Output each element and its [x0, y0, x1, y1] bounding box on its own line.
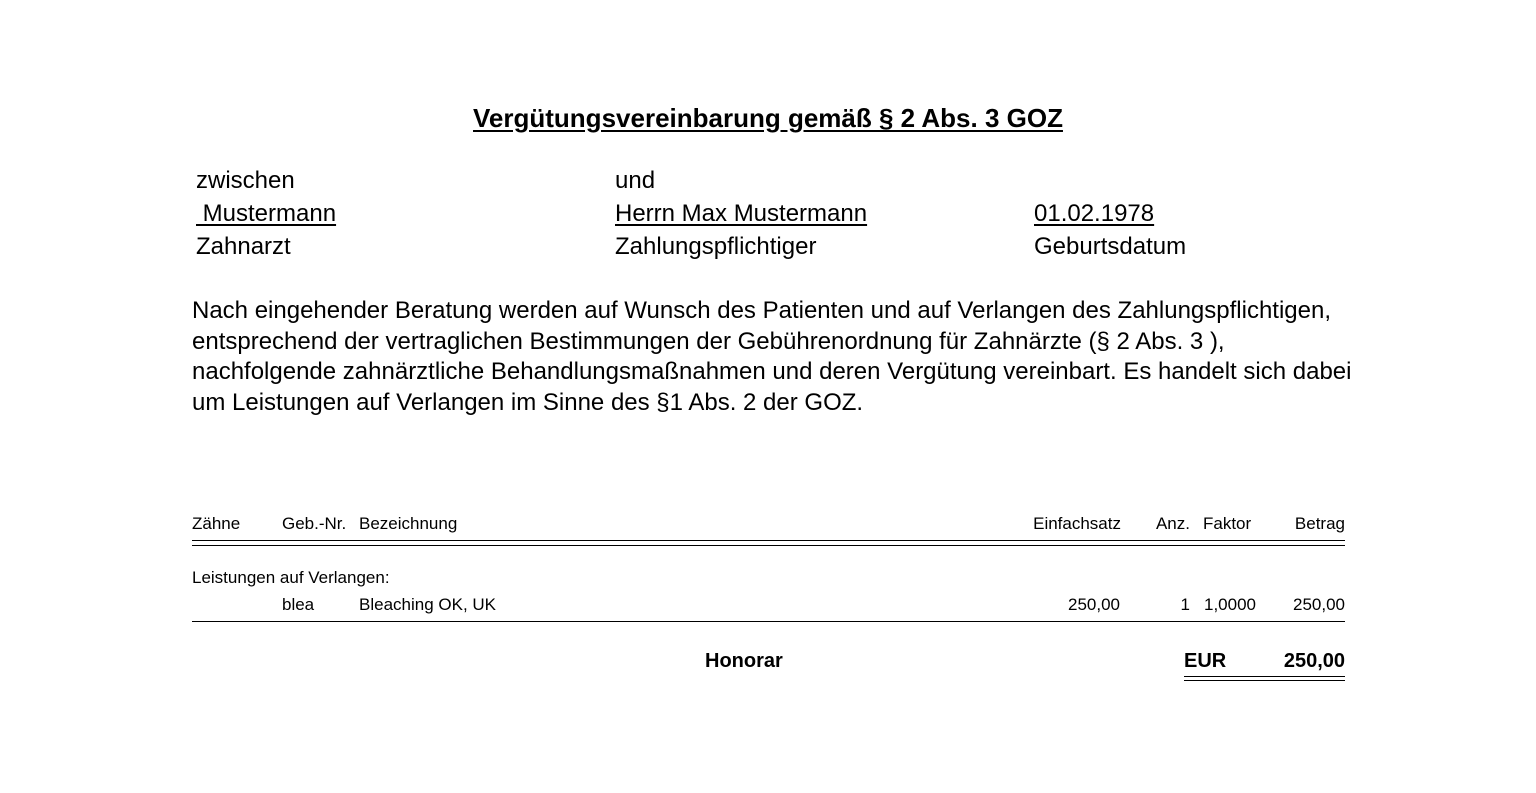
party-payer-role: Zahlungspflichtiger: [615, 233, 817, 260]
total-rule-top: [1184, 676, 1345, 677]
total-label: Honorar: [705, 650, 783, 672]
col-header-factor: Faktor: [1203, 514, 1252, 533]
birthdate-block: [1034, 197, 1186, 263]
col-header-base-rate: Einfachsatz: [1033, 514, 1121, 533]
birthdate-value: 01.02.1978: [1034, 200, 1155, 227]
row-fee-no: blea: [282, 595, 315, 614]
row-count: 1: [1180, 595, 1190, 614]
col-header-teeth: Zähne: [192, 514, 241, 533]
row-factor: 1,0000: [1204, 595, 1256, 614]
birthdate-label: Geburtsdatum: [1034, 233, 1187, 260]
row-description: Bleaching OK, UK: [359, 595, 497, 614]
total-amount: 250,00: [1283, 650, 1345, 672]
header-rule-bottom: [192, 545, 1345, 546]
party-dentist-connector: zwischen: [196, 167, 295, 194]
document-title-text: Vergütungsvereinbarung gemäß § 2 Abs. 3 GOZ: [473, 103, 1063, 133]
party-payer: [615, 164, 867, 263]
section-label: Leistungen auf Verlangen:: [192, 568, 390, 587]
document-title: [0, 103, 1536, 134]
row-base-rate: 250,00: [1068, 595, 1120, 614]
party-payer-connector: und: [615, 167, 656, 194]
header-rule-top: [192, 540, 1345, 541]
col-header-fee-no: Geb.-Nr.: [282, 514, 347, 533]
party-dentist: [196, 164, 336, 263]
agreement-paragraph: Nach eingehender Beratung werden auf Wunsch des Patienten und auf Verlangen des Zahlungspflichtigen, entsprechend der vertraglichen Bestimmungen der Gebührenordnung für Zahnärzte (§ 2 Abs. 3 ), nachfolgende zahnärztliche Behandlungsmaßnahmen und deren Vergütung vereinbart. Es handelt sich dabei um Leistungen auf Verlangen im Sinne des §1 Abs. 2 der GOZ.: [192, 297, 1352, 416]
total-rule-bottom: [1184, 680, 1345, 681]
col-header-count: Anz.: [1155, 514, 1190, 533]
col-header-amount: Betrag: [1294, 514, 1345, 533]
party-payer-name: Herrn Max Mustermann: [615, 200, 868, 227]
total-currency: EUR: [1184, 650, 1227, 672]
party-dentist-name: Mustermann: [196, 200, 337, 227]
party-dentist-role: Zahnarzt: [196, 233, 291, 260]
body-rule: [192, 621, 1345, 622]
row-amount: 250,00: [1293, 595, 1345, 614]
col-header-description: Bezeichnung: [359, 514, 458, 533]
